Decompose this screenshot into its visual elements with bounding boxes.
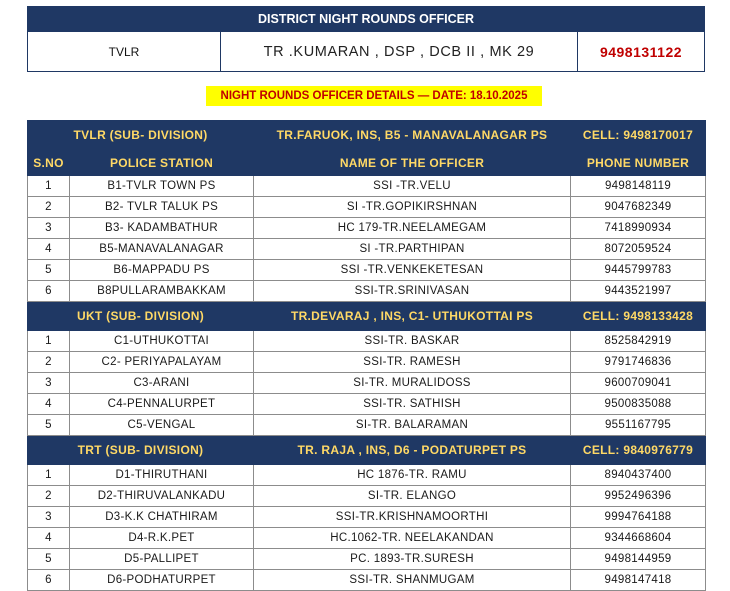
- cell-officer: SSI -TR.VELU: [254, 176, 571, 197]
- district-area: TVLR: [28, 32, 221, 71]
- subdivision-name: TRT (SUB- DIVISION): [28, 436, 254, 465]
- subdivision-cell: CELL: 9840976779: [571, 436, 706, 465]
- cell-station: B1-TVLR TOWN PS: [70, 176, 254, 197]
- cell-sno: 2: [28, 352, 70, 373]
- cell-sno: 5: [28, 260, 70, 281]
- table-row: [28, 239, 706, 260]
- cell-sno: 1: [28, 176, 70, 197]
- subdivision-inspector: TR. RAJA , INS, D6 - PODATURPET PS: [254, 436, 571, 465]
- cell-sno: 6: [28, 570, 70, 591]
- cell-sno: 1: [28, 465, 70, 486]
- cell-sno: 2: [28, 486, 70, 507]
- district-officer-name: TR .KUMARAN , DSP , DCB II , MK 29: [221, 32, 578, 71]
- table-row: [28, 197, 706, 218]
- table-row: [28, 549, 706, 570]
- cell-station: B2- TVLR TALUK PS: [70, 197, 254, 218]
- cell-phone: 9994764188: [571, 507, 706, 528]
- column-header-row: [28, 150, 706, 176]
- subdivision-name: UKT (SUB- DIVISION): [28, 302, 254, 331]
- table-row: [28, 465, 706, 486]
- cell-phone: 9551167795: [571, 415, 706, 436]
- cell-station: B8PULLARAMBAKKAM: [70, 281, 254, 302]
- cell-officer: SSI-TR. SHANMUGAM: [254, 570, 571, 591]
- subdivision-header-row: [28, 302, 706, 331]
- cell-phone: 8940437400: [571, 465, 706, 486]
- table-row: [28, 373, 706, 394]
- column-header-station: POLICE STATION: [70, 150, 254, 176]
- subdivision-cell: CELL: 9498133428: [571, 302, 706, 331]
- cell-phone: 9443521997: [571, 281, 706, 302]
- subdivision-inspector: TR.DEVARAJ , INS, C1- UTHUKOTTAI PS: [254, 302, 571, 331]
- cell-officer: PC. 1893-TR.SURESH: [254, 549, 571, 570]
- cell-sno: 4: [28, 239, 70, 260]
- cell-sno: 4: [28, 528, 70, 549]
- page-title: DISTRICT NIGHT ROUNDS OFFICER: [27, 6, 705, 32]
- cell-phone: 9498148119: [571, 176, 706, 197]
- cell-sno: 3: [28, 373, 70, 394]
- column-header-sno: S.NO: [28, 150, 70, 176]
- cell-officer: SSI-TR. BASKAR: [254, 331, 571, 352]
- table-row: [28, 218, 706, 239]
- cell-station: C4-PENNALURPET: [70, 394, 254, 415]
- cell-phone: 8525842919: [571, 331, 706, 352]
- subdivision-cell: CELL: 9498170017: [571, 121, 706, 150]
- table-row: [28, 507, 706, 528]
- cell-station: D1-THIRUTHANI: [70, 465, 254, 486]
- cell-station: C5-VENGAL: [70, 415, 254, 436]
- cell-phone: 9498147418: [571, 570, 706, 591]
- cell-station: B5-MANAVALANAGAR: [70, 239, 254, 260]
- subdivision-inspector: TR.FARUOK, INS, B5 - MANAVALANAGAR PS: [254, 121, 571, 150]
- cell-station: D6-PODHATURPET: [70, 570, 254, 591]
- cell-station: D2-THIRUVALANKADU: [70, 486, 254, 507]
- district-officer-row: [27, 32, 705, 72]
- table-row: [28, 528, 706, 549]
- cell-station: D5-PALLIPET: [70, 549, 254, 570]
- cell-station: B3- KADAMBATHUR: [70, 218, 254, 239]
- table-row: [28, 486, 706, 507]
- cell-phone: 9498144959: [571, 549, 706, 570]
- date-banner: NIGHT ROUNDS OFFICER DETAILS — DATE: 18.10.2025: [206, 86, 542, 106]
- cell-sno: 3: [28, 218, 70, 239]
- night-rounds-table: [27, 120, 706, 591]
- cell-station: B6-MAPPADU PS: [70, 260, 254, 281]
- cell-sno: 3: [28, 507, 70, 528]
- cell-station: D3-K.K CHATHIRAM: [70, 507, 254, 528]
- cell-phone: 8072059524: [571, 239, 706, 260]
- table-row: [28, 352, 706, 373]
- cell-phone: 9791746836: [571, 352, 706, 373]
- table-row: [28, 570, 706, 591]
- cell-officer: SI -TR.PARTHIPAN: [254, 239, 571, 260]
- cell-officer: HC 1876-TR. RAMU: [254, 465, 571, 486]
- table-row: [28, 331, 706, 352]
- cell-phone: 9344668604: [571, 528, 706, 549]
- cell-sno: 5: [28, 415, 70, 436]
- column-header-phone: PHONE NUMBER: [571, 150, 706, 176]
- table-row: [28, 394, 706, 415]
- table-row: [28, 260, 706, 281]
- cell-sno: 2: [28, 197, 70, 218]
- cell-station: C3-ARANI: [70, 373, 254, 394]
- cell-officer: HC 179-TR.NEELAMEGAM: [254, 218, 571, 239]
- cell-officer: SSI-TR. SATHISH: [254, 394, 571, 415]
- cell-sno: 6: [28, 281, 70, 302]
- cell-officer: SI-TR. ELANGO: [254, 486, 571, 507]
- cell-sno: 1: [28, 331, 70, 352]
- cell-officer: SSI -TR.VENKEKETESAN: [254, 260, 571, 281]
- cell-officer: SI -TR.GOPIKIRSHNAN: [254, 197, 571, 218]
- cell-sno: 4: [28, 394, 70, 415]
- column-header-officer: NAME OF THE OFFICER: [254, 150, 571, 176]
- cell-station: D4-R.K.PET: [70, 528, 254, 549]
- table-row: [28, 281, 706, 302]
- table-row: [28, 176, 706, 197]
- cell-officer: SSI-TR. RAMESH: [254, 352, 571, 373]
- cell-phone: 9445799783: [571, 260, 706, 281]
- cell-officer: HC.1062-TR. NEELAKANDAN: [254, 528, 571, 549]
- subdivision-header-row: [28, 436, 706, 465]
- cell-phone: 7418990934: [571, 218, 706, 239]
- cell-officer: SSI-TR.KRISHNAMOORTHI: [254, 507, 571, 528]
- cell-phone: 9600709041: [571, 373, 706, 394]
- cell-station: C1-UTHUKOTTAI: [70, 331, 254, 352]
- cell-station: C2- PERIYAPALAYAM: [70, 352, 254, 373]
- cell-officer: SI-TR. BALARAMAN: [254, 415, 571, 436]
- cell-officer: SSI-TR.SRINIVASAN: [254, 281, 571, 302]
- cell-sno: 5: [28, 549, 70, 570]
- subdivision-name: TVLR (SUB- DIVISION): [28, 121, 254, 150]
- cell-phone: 9500835088: [571, 394, 706, 415]
- table-row: [28, 415, 706, 436]
- cell-phone: 9952496396: [571, 486, 706, 507]
- subdivision-header-row: [28, 121, 706, 150]
- cell-officer: SI-TR. MURALIDOSS: [254, 373, 571, 394]
- cell-phone: 9047682349: [571, 197, 706, 218]
- district-officer-phone: 9498131122: [599, 43, 683, 60]
